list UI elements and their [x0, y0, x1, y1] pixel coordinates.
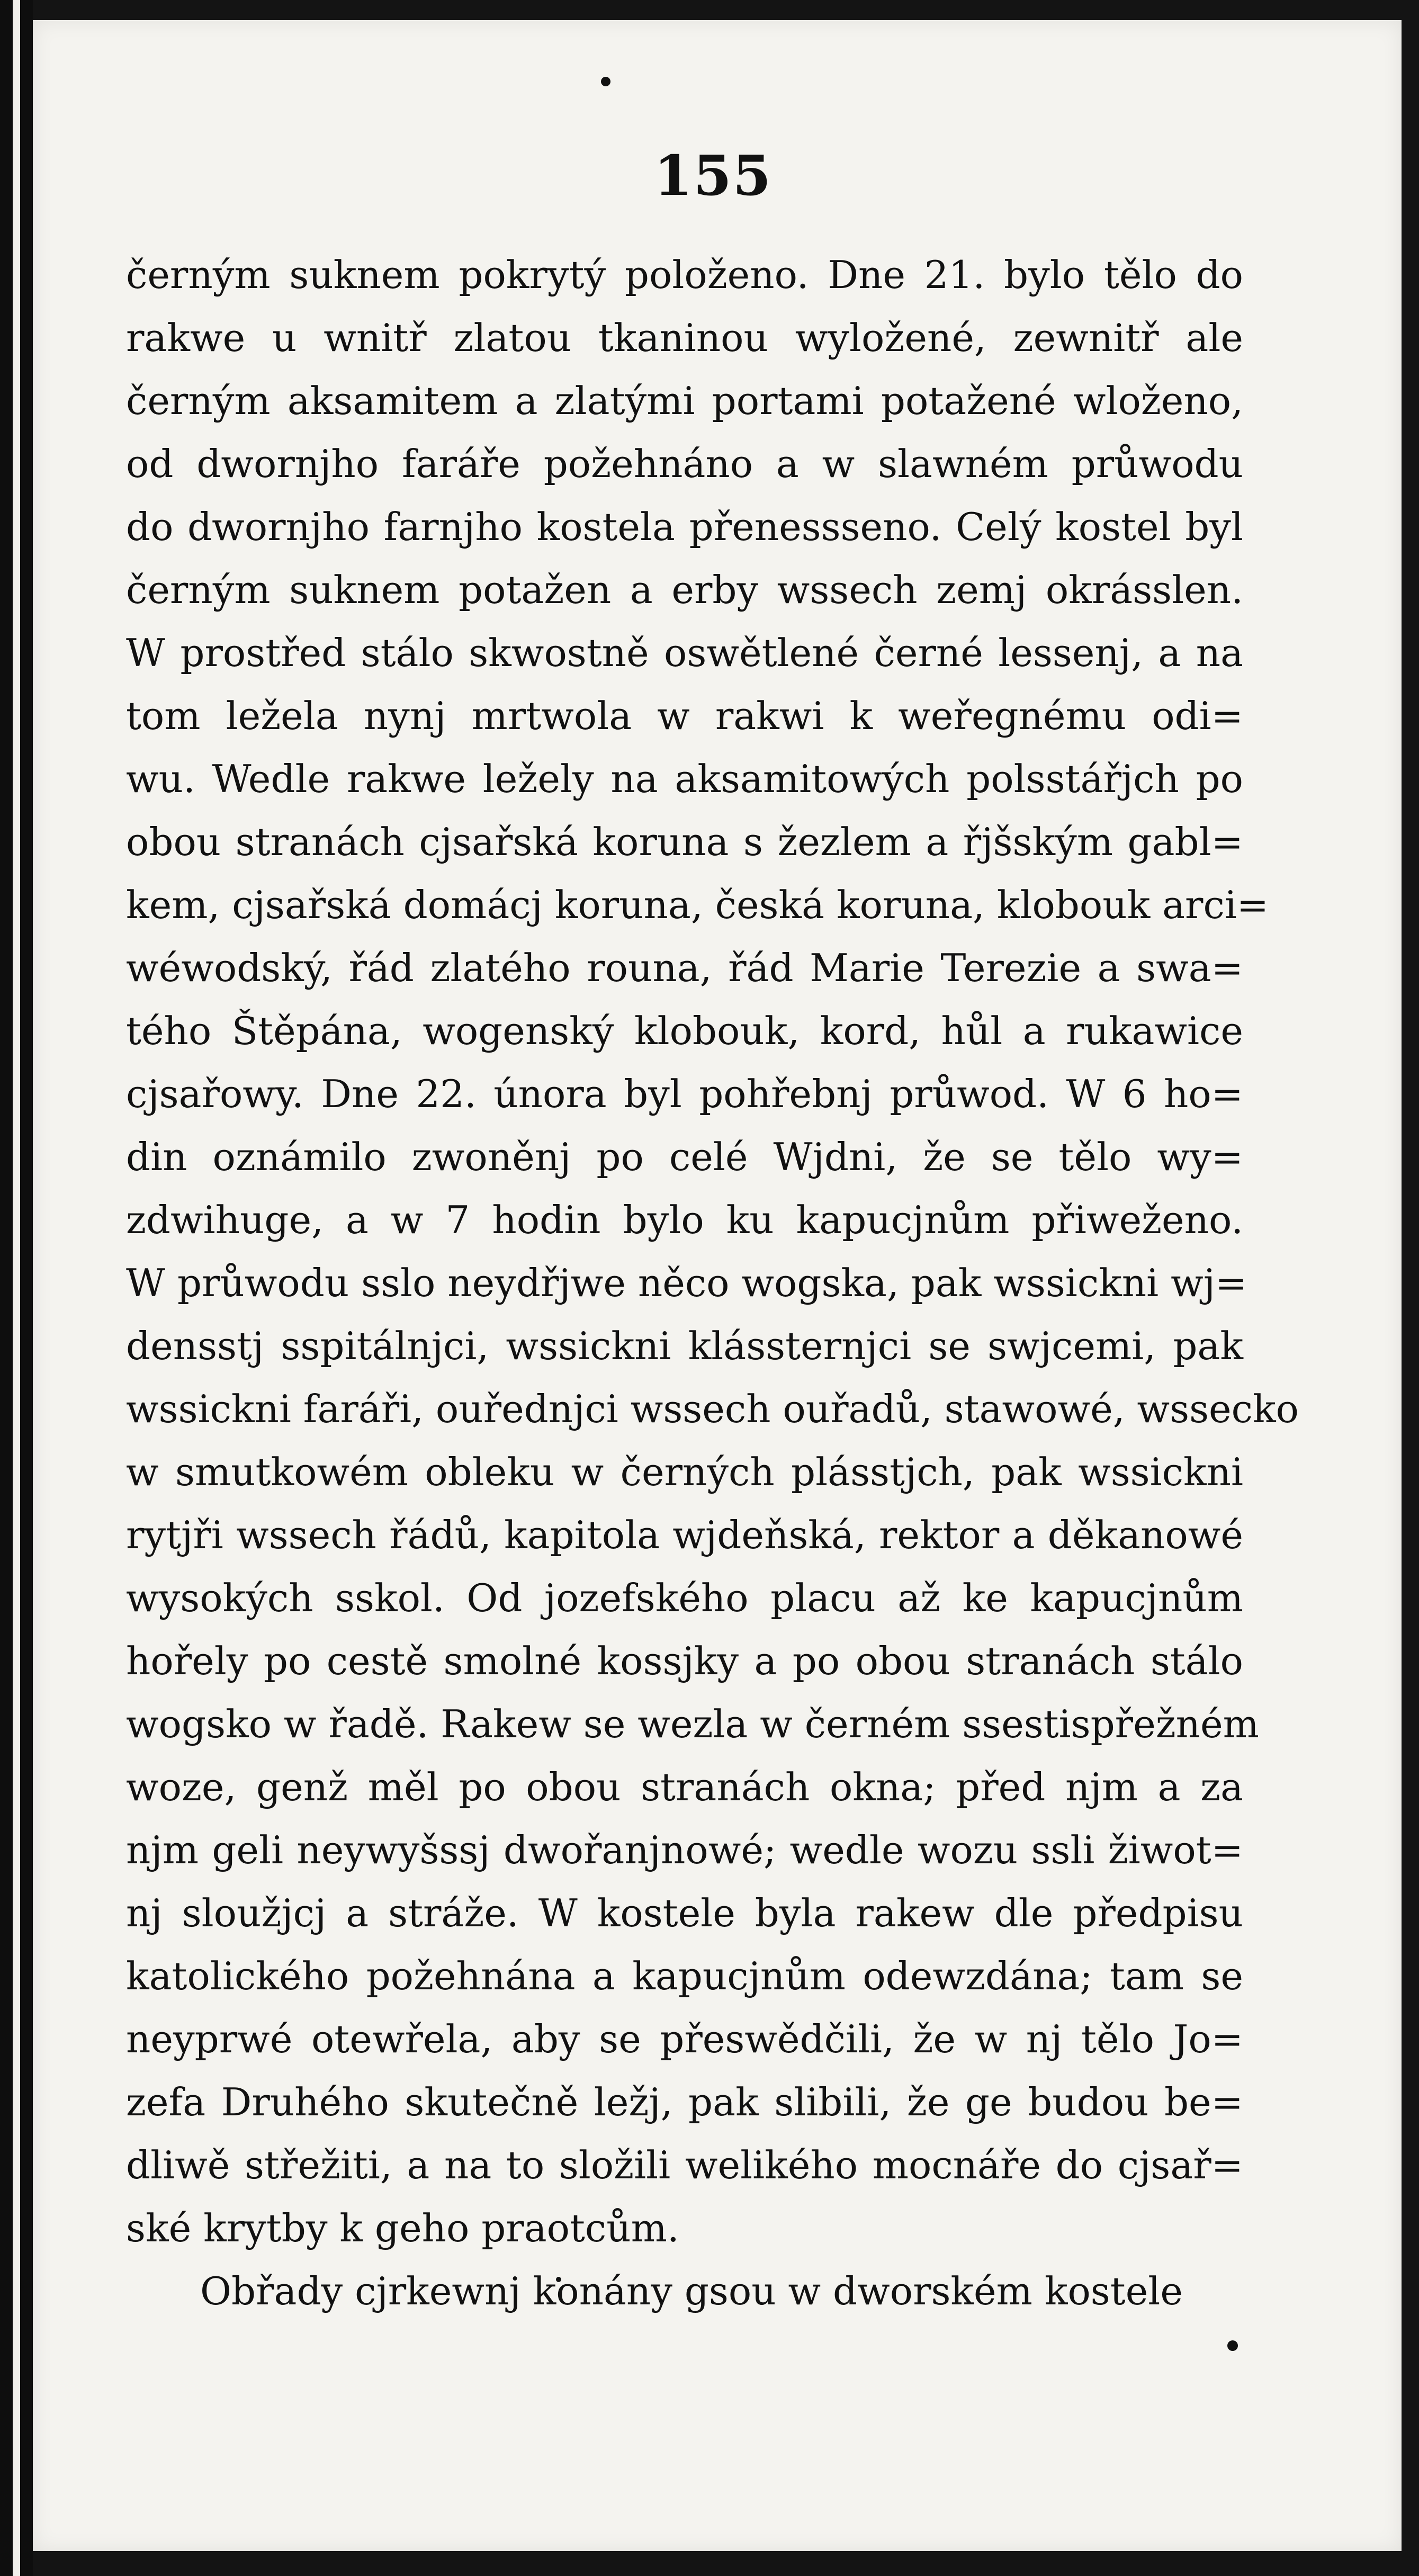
text-line: wysokých sskol. Od jozefského placu až ke kapucjnům [126, 1576, 1243, 1620]
text-line: zdwihuge, a w 7 hodin bylo ku kapucjnům přiweženo. [126, 1198, 1243, 1242]
text-line: W prostřed stálo skwostně oswětlené černé lessenj, a na [126, 631, 1243, 675]
text-line: tého Štěpána, wogenský klobouk, kord, hůl a rukawice [126, 1009, 1243, 1053]
text-line: wéwodský, řád zlatého rouna, řád Marie Terezie a swa= [126, 946, 1243, 990]
adjacent-page-strip [13, 0, 20, 2576]
page-number: 155 [654, 143, 773, 208]
text-line: densstj sspitálnjci, wssickni klássternjci se swjcemi, pak [126, 1324, 1243, 1368]
text-line: wu. Wedle rakwe ležely na aksamitowých polsstářjch po [126, 757, 1243, 801]
ink-speck [601, 77, 610, 86]
text-line: wssickni faráři, ouřednjci wssech ouřadů, stawowé, wssecko [126, 1387, 1299, 1431]
text-line: W průwodu sslo neydřjwe něco wogska, pak wssickni wj= [126, 1261, 1247, 1305]
text-line: do dwornjho farnjho kostela přenessseno. Celý kostel byl [126, 505, 1243, 549]
text-line: w smutkowém obleku w černých plásstjch, pak wssickni [126, 1450, 1243, 1494]
page-binding-edge [0, 0, 33, 2576]
text-line: od dwornjho faráře požehnáno a w slawném průwodu [126, 442, 1243, 486]
text-line: nj sloužjcj a stráže. W kostele byla rakew dle předpisu [126, 1891, 1243, 1935]
text-line: ské krytby k geho praotcům. [126, 2206, 679, 2250]
paragraph-start-line: Obřady cjrkewnj konány gsou w dworském kostele [200, 2269, 1183, 2313]
text-line: obou stranách cjsařská koruna s žezlem a řjšským gabl= [126, 820, 1243, 864]
text-line: neyprwé otewřela, aby se přeswědčili, že w nj tělo Jo= [126, 2017, 1243, 2061]
text-line: wogsko w řadě. Rakew se wezla w černém ssestispřežném [126, 1702, 1259, 1746]
text-line: din oznámilo zwoněnj po celé Wjdni, že se tělo wy= [126, 1135, 1243, 1179]
text-line: katolického požehnána a kapucjnům odewzdána; tam se [126, 1954, 1243, 1998]
text-line: tom ležela nynj mrtwola w rakwi k weřegnému odi= [126, 694, 1243, 738]
ink-speck [1227, 2340, 1238, 2351]
text-line: njm geli neywyšssj dwořanjnowé; wedle wozu ssli žiwot= [126, 1828, 1243, 1872]
text-line: černým aksamitem a zlatými portami potažené wloženo, [126, 379, 1243, 423]
text-line: černým suknem potažen a erby wssech zemj okrásslen. [126, 568, 1243, 612]
text-line: woze, genž měl po obou stranách okna; před njm a za [126, 1765, 1243, 1809]
text-line: černým suknem pokrytý položeno. Dne 21. bylo tělo do [126, 253, 1243, 297]
text-line: zefa Druhého skutečně ležj, pak slibili, že ge budou be= [126, 2080, 1243, 2124]
text-line: hořely po cestě smolné kossjky a po obou stranách stálo [126, 1639, 1243, 1683]
text-line: dliwě střežiti, a na to složili welikého mocnáře do cjsař= [126, 2143, 1243, 2187]
text-line: rakwe u wnitř zlatou tkaninou wyložené, zewnitř ale [126, 316, 1243, 360]
text-line: kem, cjsařská domácj koruna, česká koruna, klobouk arci= [126, 883, 1269, 927]
body-text [126, 244, 1299, 2323]
text-line: rytjři wssech řádů, kapitola wjdeňská, rektor a děkanowé [126, 1513, 1243, 1557]
text-line: cjsařowy. Dne 22. února byl pohřebnj průwod. W 6 ho= [126, 1072, 1243, 1116]
